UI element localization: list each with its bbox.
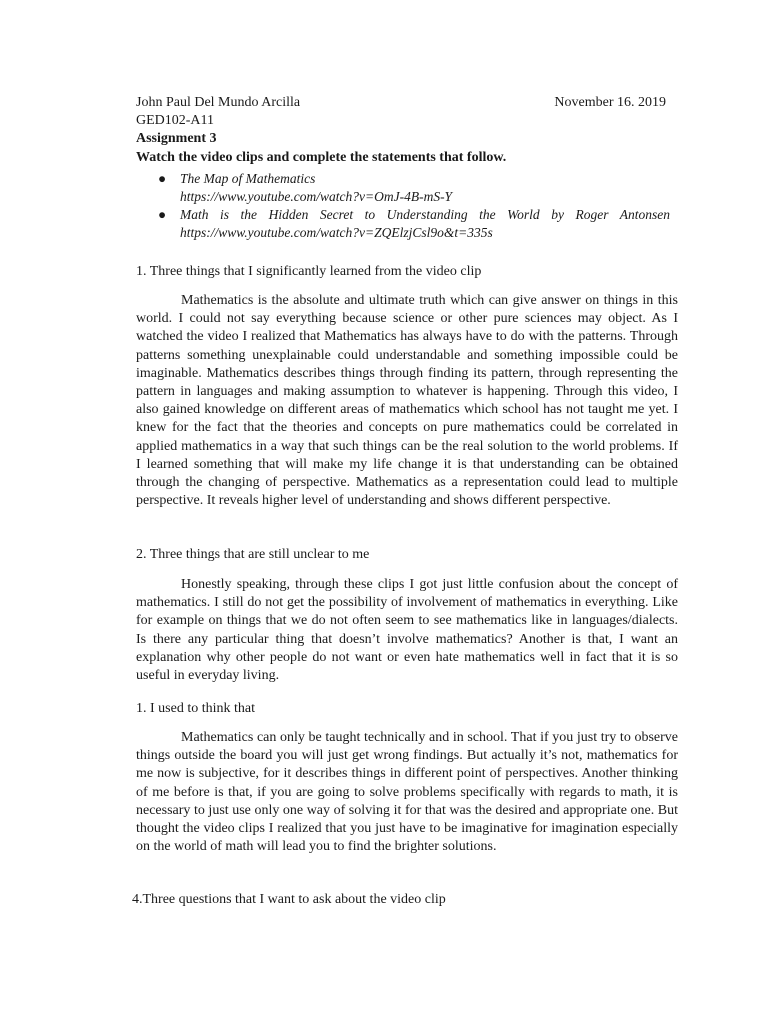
- section-heading-learned: 1. Three things that I significantly learned from the video clip: [136, 264, 482, 279]
- section-body-learned: Mathematics is the absolute and ultimate truth which can give answer on things in this world. I could not say everything because science or other pure sciences may object. As I watched the video I realized that Mathematics has always have to do with the patterns. Through patterns something unexplainable could understandable and something impossible could be imaginable. Mathematics describes things through finding its pattern, through representing the pattern in languages and making assumption to whatever is happening. Through this video, I also gained knowledge on different areas of mathematics which school has not taught me yet. I knew for the fact that the theories and concepts on pure mathematics could be correlated in applied mathematics in a way that such things can be the real solution to the world problems. If I learned something that will make my life change it is that understanding can be obtained through the changing of perspective. Mathematics as a representation could lead to multiple perspective. It reveals higher level of understanding and shows different perspective.: [136, 293, 678, 509]
- bullet-dot-icon: ●: [158, 207, 167, 222]
- list-item: [158, 206, 670, 242]
- course-code: GED102-A11: [136, 113, 215, 128]
- section-heading-questions: 4.Three questions that I want to ask about the video clip: [132, 892, 446, 907]
- section-body-used-to-think: Mathematics can only be taught technically and in school. That if you just try to observe things outside the board you will just get wrong findings. But actually it’s not, mathematics for me now is subjective, for it describes things in different point of perspectives. Another thinking of me before is that, if you are going to solve problems specifically with regards to math, it is necessary to just use only one way of solving it for that was the desired and appropriate one. But thought the video clips I realized that you just have to be imaginative for imagination especially on the world of math will lead you to find the brighter solutions.: [136, 730, 678, 855]
- header-row: [136, 94, 666, 112]
- assignment-title: Assignment 3: [136, 131, 217, 146]
- submission-date: November 16. 2019: [554, 95, 666, 110]
- section-body-unclear: Honestly speaking, through these clips I got just little confusion about the concept of mathematics. I still do not get the possibility of involvement of mathematics in everything. Like for example on things that we do not often seem to see mathematics like in languages/dialects. Is there any particular thing that doesn’t involve mathematics? Another is that, I want an explanation why other people do not want or even hate mathematics well in fact that it is so useful in everyday living.: [136, 577, 678, 684]
- video-clip-list: [158, 170, 670, 242]
- clip-title: Math is the Hidden Secret to Understanding the World by Roger Antonsen: [180, 207, 670, 222]
- list-item: [158, 170, 670, 206]
- bullet-dot-icon: ●: [158, 171, 167, 186]
- author-name: John Paul Del Mundo Arcilla: [136, 95, 301, 110]
- clip-url[interactable]: https://www.youtube.com/watch?v=ZQElzjCsl9o&t=335s: [180, 225, 493, 240]
- assignment-instruction: Watch the video clips and complete the statements that follow.: [136, 150, 507, 165]
- section-heading-used-to-think: 1. I used to think that: [136, 701, 255, 716]
- clip-title: The Map of Mathematics: [180, 171, 316, 186]
- clip-url[interactable]: https://www.youtube.com/watch?v=OmJ-4B-mS-Y: [180, 189, 453, 204]
- section-heading-unclear: 2. Three things that are still unclear to me: [136, 547, 370, 562]
